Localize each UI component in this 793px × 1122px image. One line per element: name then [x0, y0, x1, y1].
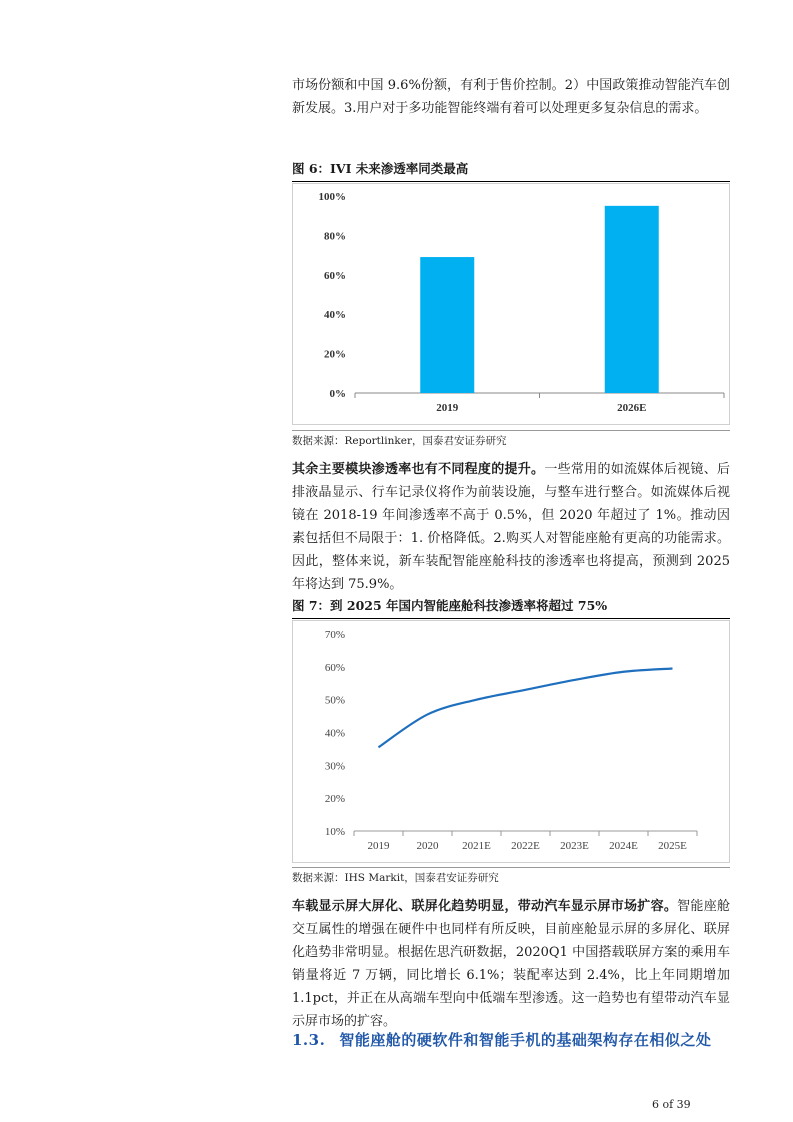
- y-tick-label: 30%: [324, 760, 345, 773]
- series-line: [379, 668, 673, 747]
- x-tick-label: 2019: [436, 402, 459, 414]
- y-tick-label: 10%: [324, 826, 345, 838]
- figure-7-title: 图 7：到 2025 年国内智能座舱科技渗透率将超过 75%: [292, 597, 730, 619]
- x-tick-label: 2026E: [617, 402, 647, 414]
- x-tick-label: 2021E: [462, 840, 491, 852]
- penetration-paragraph: [292, 458, 730, 596]
- y-tick-label: 40%: [324, 309, 346, 322]
- display-paragraph-lead: 车载显示屏大屏化、联屏化趋势明显，带动汽车显示屏市场扩容。: [292, 899, 678, 914]
- display-paragraph: [292, 895, 730, 1033]
- figure-6-title: 图 6：IVI 未来渗透率同类最高: [292, 160, 730, 182]
- y-tick-label: 70%: [324, 629, 345, 641]
- figure-7-source: 数据来源：IHS Markit，国泰君安证券研究: [292, 872, 499, 884]
- bar-2026E: [605, 206, 659, 393]
- figure-7-source-rule: [292, 867, 730, 868]
- page-number: 6 of 39: [652, 1098, 691, 1111]
- y-tick-label: 60%: [324, 269, 346, 282]
- x-tick-label: 2024E: [609, 840, 638, 852]
- section-number: 1.3.: [292, 1031, 326, 1049]
- x-tick-label: 2023E: [560, 840, 589, 852]
- figure-6-source-rule: [292, 430, 730, 431]
- display-paragraph-body: 智能座舱交互属性的增强在硬件中也同样有所反映，目前座舱显示屏的多屏化、联屏化趋势非常明显。根据佐思汽研数据，2020Q1 中国搭载联屏方案的乘用车销量将近 7 万辆，同比增长 6.1%；装配率达到 2.4%，比上年同期增加 1.1pct，并正在从高端车型向中低端车型渗透。这一趋势也有望带动汽车显示屏市场的扩容。: [292, 899, 730, 1029]
- figure-6-bar-chart: [292, 183, 730, 425]
- penetration-paragraph-body: 一些常用的如流媒体后视镜、后排液晶显示、行车记录仪将作为前装设施，与整车进行整合。如流媒体后视镜在 2018-19 年间渗透率不高于 0.5%，但 2020 年超过了 1%。推动因素包括但不局限于：1. 价格降低。2.购买人对智能座舱有更高的功能需求。因此，整体来说，新车装配智能座舱科技的渗透率也将提高，预测到 2025 年将达到 75.9%。: [292, 462, 730, 592]
- y-tick-label: 0%: [329, 388, 346, 400]
- y-tick-label: 20%: [324, 348, 346, 361]
- y-tick-label: 50%: [324, 694, 345, 707]
- x-tick-label: 2019: [367, 840, 390, 852]
- y-tick-label: 100%: [318, 191, 346, 203]
- y-tick-label: 20%: [324, 793, 345, 806]
- y-tick-label: 60%: [324, 661, 345, 674]
- intro-paragraph: 市场份额和中国 9.6%份额，有利于售价控制。2）中国政策推动智能汽车创新发展。3.用户对于多功能智能终端有着可以处理更多复杂信息的需求。: [292, 78, 730, 116]
- penetration-paragraph-lead: 其余主要模块渗透率也有不同程度的提升。: [292, 462, 545, 477]
- section-heading: [292, 1029, 711, 1050]
- bar-2019: [420, 257, 474, 393]
- x-tick-label: 2022E: [511, 840, 540, 852]
- figure-6-source: 数据来源：Reportlinker，国泰君安证券研究: [292, 435, 507, 447]
- x-tick-label: 2020: [416, 840, 439, 852]
- y-tick-label: 80%: [324, 230, 346, 243]
- x-tick-label: 2025E: [658, 840, 687, 852]
- figure-7-line-chart: [292, 620, 730, 863]
- section-title: 智能座舱的硬软件和智能手机的基础架构存在相似之处: [339, 1031, 712, 1049]
- y-tick-label: 40%: [324, 727, 345, 740]
